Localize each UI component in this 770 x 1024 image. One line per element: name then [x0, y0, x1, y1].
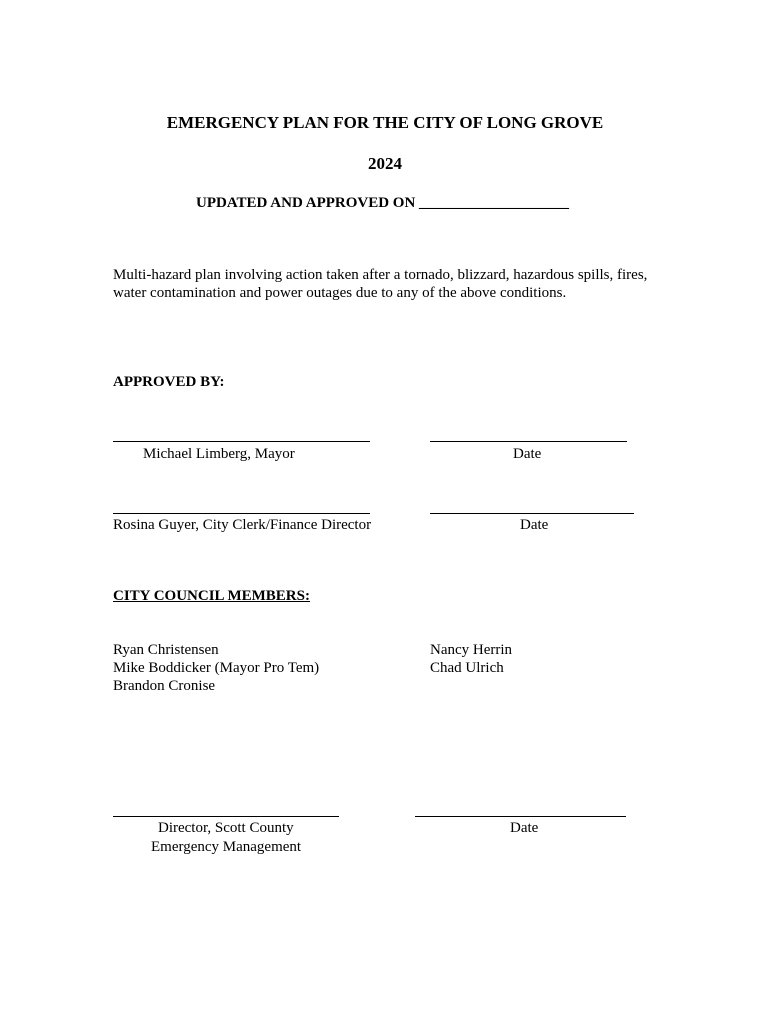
document-year: 2024: [368, 154, 402, 173]
council-heading-text: CITY COUNCIL MEMBERS: [113, 588, 305, 604]
mayor-name: Michael Limberg, Mayor: [143, 446, 295, 462]
mayor-date-line: [430, 441, 627, 442]
director-date-label: Date: [510, 820, 539, 836]
intro-line-1: Multi-hazard plan involving action taken after a tornado, blizzard, hazardous spills, fires,: [113, 267, 648, 283]
council-right-1: Nancy Herrin: [430, 642, 513, 658]
council-heading: [113, 588, 314, 605]
director-title-line-2: Emergency Management: [151, 839, 302, 855]
clerk-date-line: [430, 513, 634, 514]
clerk-signature-line: [113, 513, 370, 514]
council-heading-colon: :: [304, 588, 310, 604]
director-signature-line: [113, 816, 339, 817]
mayor-signature-line: [113, 441, 370, 442]
clerk-name: Rosina Guyer, City Clerk/Finance Director: [113, 517, 372, 533]
intro-line-2: water contamination and power outages due to any of the above conditions.: [113, 285, 567, 301]
document-title: EMERGENCY PLAN FOR THE CITY OF LONG GROVE: [166, 113, 604, 132]
approved-by-heading: APPROVED BY:: [113, 374, 225, 390]
council-left-2: Mike Boddicker (Mayor Pro Tem): [113, 660, 320, 676]
director-title-line-1: Director, Scott County: [158, 820, 294, 836]
mayor-date-label: Date: [513, 446, 542, 462]
updated-approved-label: UPDATED AND APPROVED ON ____________________: [196, 195, 570, 211]
council-left-3: Brandon Cronise: [113, 678, 216, 694]
council-right-2: Chad Ulrich: [430, 660, 504, 676]
director-date-line: [415, 816, 626, 817]
clerk-date-label: Date: [520, 517, 549, 533]
council-left-1: Ryan Christensen: [113, 642, 219, 658]
